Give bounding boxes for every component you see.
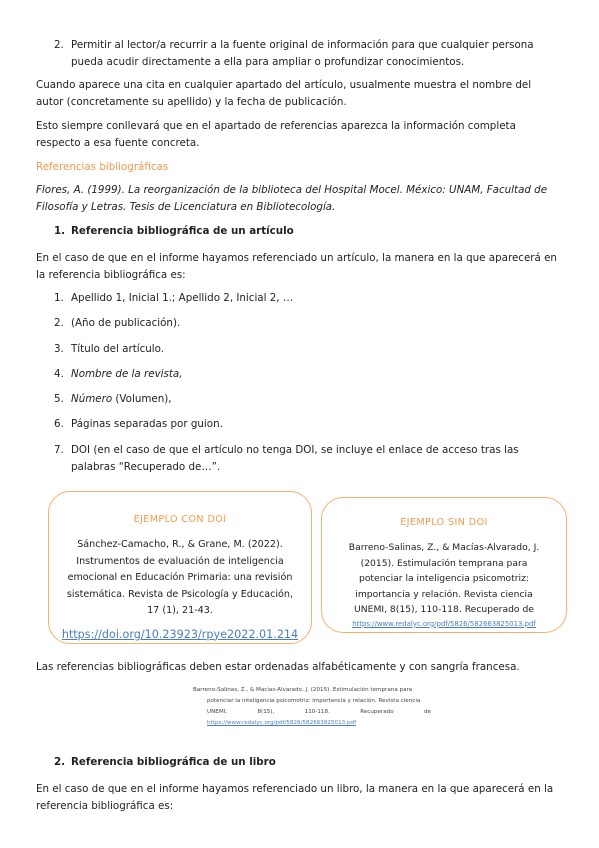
example-heading: EJEMPLO CON DOI: [133, 514, 227, 525]
heading-text: Referencia bibliográfica de un artículo: [71, 225, 294, 237]
example-line: Sánchez-Camacho, R., & Grane, M. (2022).: [77, 539, 283, 550]
list-item-text: Apellido 1, Inicial 1.; Apellido 2, Inicial 2, …: [71, 292, 294, 304]
example-box-con-doi: [48, 491, 312, 644]
paragraph-libro: En el caso de que en el informe hayamos referenciado un libro, la manera en la que aparecerá en la referencia bibliográfica es:: [36, 783, 554, 812]
hanging-indent-example: [193, 685, 431, 729]
list-item-number: 2.: [54, 317, 64, 329]
list-item-number: 6.: [54, 418, 64, 430]
list-item-number: 1.: [54, 292, 64, 304]
doi-link[interactable]: https://doi.org/10.23923/rpye2022.01.214: [61, 627, 299, 641]
list-item-text: [54, 391, 559, 408]
hanging-line: Barreno-Salinas, Z., & Macías-Alvarado, J. (2015). Estimulación temprana para: [193, 687, 413, 693]
list-item-number: 3.: [54, 343, 64, 355]
list-item-number: 7.: [54, 444, 64, 456]
list-item-number: 2.: [54, 39, 64, 51]
paragraph-orden: Las referencias bibliográficas deben estar ordenadas alfabéticamente y con sangría francesa.: [36, 661, 520, 673]
redalyc-link[interactable]: https://www.redalyc.org/pdf/5826/582663825013.pdf: [352, 619, 536, 628]
list-item-text: Permitir al lector/a recurrir a la fuente original de información para que cualquier persona pueda acudir directamente a ella para ampliar o profundizar conocimientos.: [71, 39, 534, 68]
list-item-text: (Año de publicación).: [71, 317, 181, 329]
list-item: [54, 366, 559, 383]
list-item: [54, 37, 559, 71]
example-heading: EJEMPLO SIN DOI: [400, 517, 488, 528]
section-heading: Referencias bibliográficas: [36, 161, 169, 173]
paragraph-cita: Cuando aparece una cita en cualquier apartado del artículo, usualmente muestra el nombre del autor (concretamente su apellido) y la fecha de publicación.: [36, 79, 532, 108]
example-box-sin-doi: [321, 497, 567, 633]
list-item-number: 4.: [54, 368, 64, 380]
paragraph-siempre: Esto siempre conllevará que en el apartado de referencias aparezca la información completa respecto a esa fuente concreta.: [36, 120, 516, 149]
list-item: [54, 341, 559, 358]
list-item-rest: (Volumen),: [112, 393, 172, 405]
heading-number: 1.: [54, 225, 66, 237]
example-line: Barreno-Salinas, Z., & Macías-Alvarado, J.: [348, 542, 540, 553]
example-line: importancia y relación. Revista ciencia: [355, 588, 533, 600]
heading-articulo: [54, 223, 559, 240]
list-item-italic: Número: [71, 393, 113, 405]
hanging-line: potenciar la inteligencia psicomotriz: importancia y relación. Revista ciencia: [207, 698, 421, 704]
list-item-number: 5.: [54, 393, 64, 405]
example-line: emocional en Educación Primaria: una revisión: [67, 572, 293, 583]
list-item-text: Título del artículo.: [71, 343, 165, 355]
hanging-line: UNEMI, 8(15), 110-118. Recuperado de: [207, 709, 431, 715]
example-line: sistemática. Revista de Psicología y Educación,: [66, 588, 294, 600]
example-line: 17 (1), 21-43.: [147, 605, 213, 616]
list-item-text: DOI (en el caso de que el artículo no tenga DOI, se incluye el enlace de acceso tras las palabras “Recuperado de…”.: [71, 444, 519, 473]
example-line: Instrumentos de evaluación de inteligencia: [76, 555, 284, 567]
list-item: [54, 391, 559, 408]
flores-reference: Flores, A. (1999). La reorganización de la biblioteca del Hospital Mocel. México: UNAM, Facultad de Filosofía y Letras. Tesis de Licenciatura en Bibliotecología.: [36, 184, 548, 213]
list-item-text: Nombre de la revista,: [71, 368, 183, 380]
list-item: [54, 315, 559, 332]
list-item: [54, 416, 559, 433]
list-item: [54, 442, 559, 476]
heading-number: 2.: [54, 756, 66, 768]
hanging-link[interactable]: https://www.redalyc.org/pdf/5826/582663825013.pdf: [207, 720, 357, 726]
list-item: [54, 290, 559, 307]
example-line: UNEMI, 8(15), 110-118. Recuperado de: [354, 604, 534, 615]
list-item-text: Páginas separadas por guion.: [71, 418, 223, 430]
example-line: (2015). Estimulación temprana para: [360, 557, 528, 569]
paragraph-articulo: En el caso de que en el informe hayamos referenciado un artículo, la manera en la que aparecerá en la referencia bibliográfica es:: [36, 252, 557, 281]
heading-text: Referencia bibliográfica de un libro: [71, 756, 276, 768]
example-line: potenciar la inteligencia psicomotriz:: [358, 573, 530, 584]
heading-libro: [54, 754, 559, 771]
